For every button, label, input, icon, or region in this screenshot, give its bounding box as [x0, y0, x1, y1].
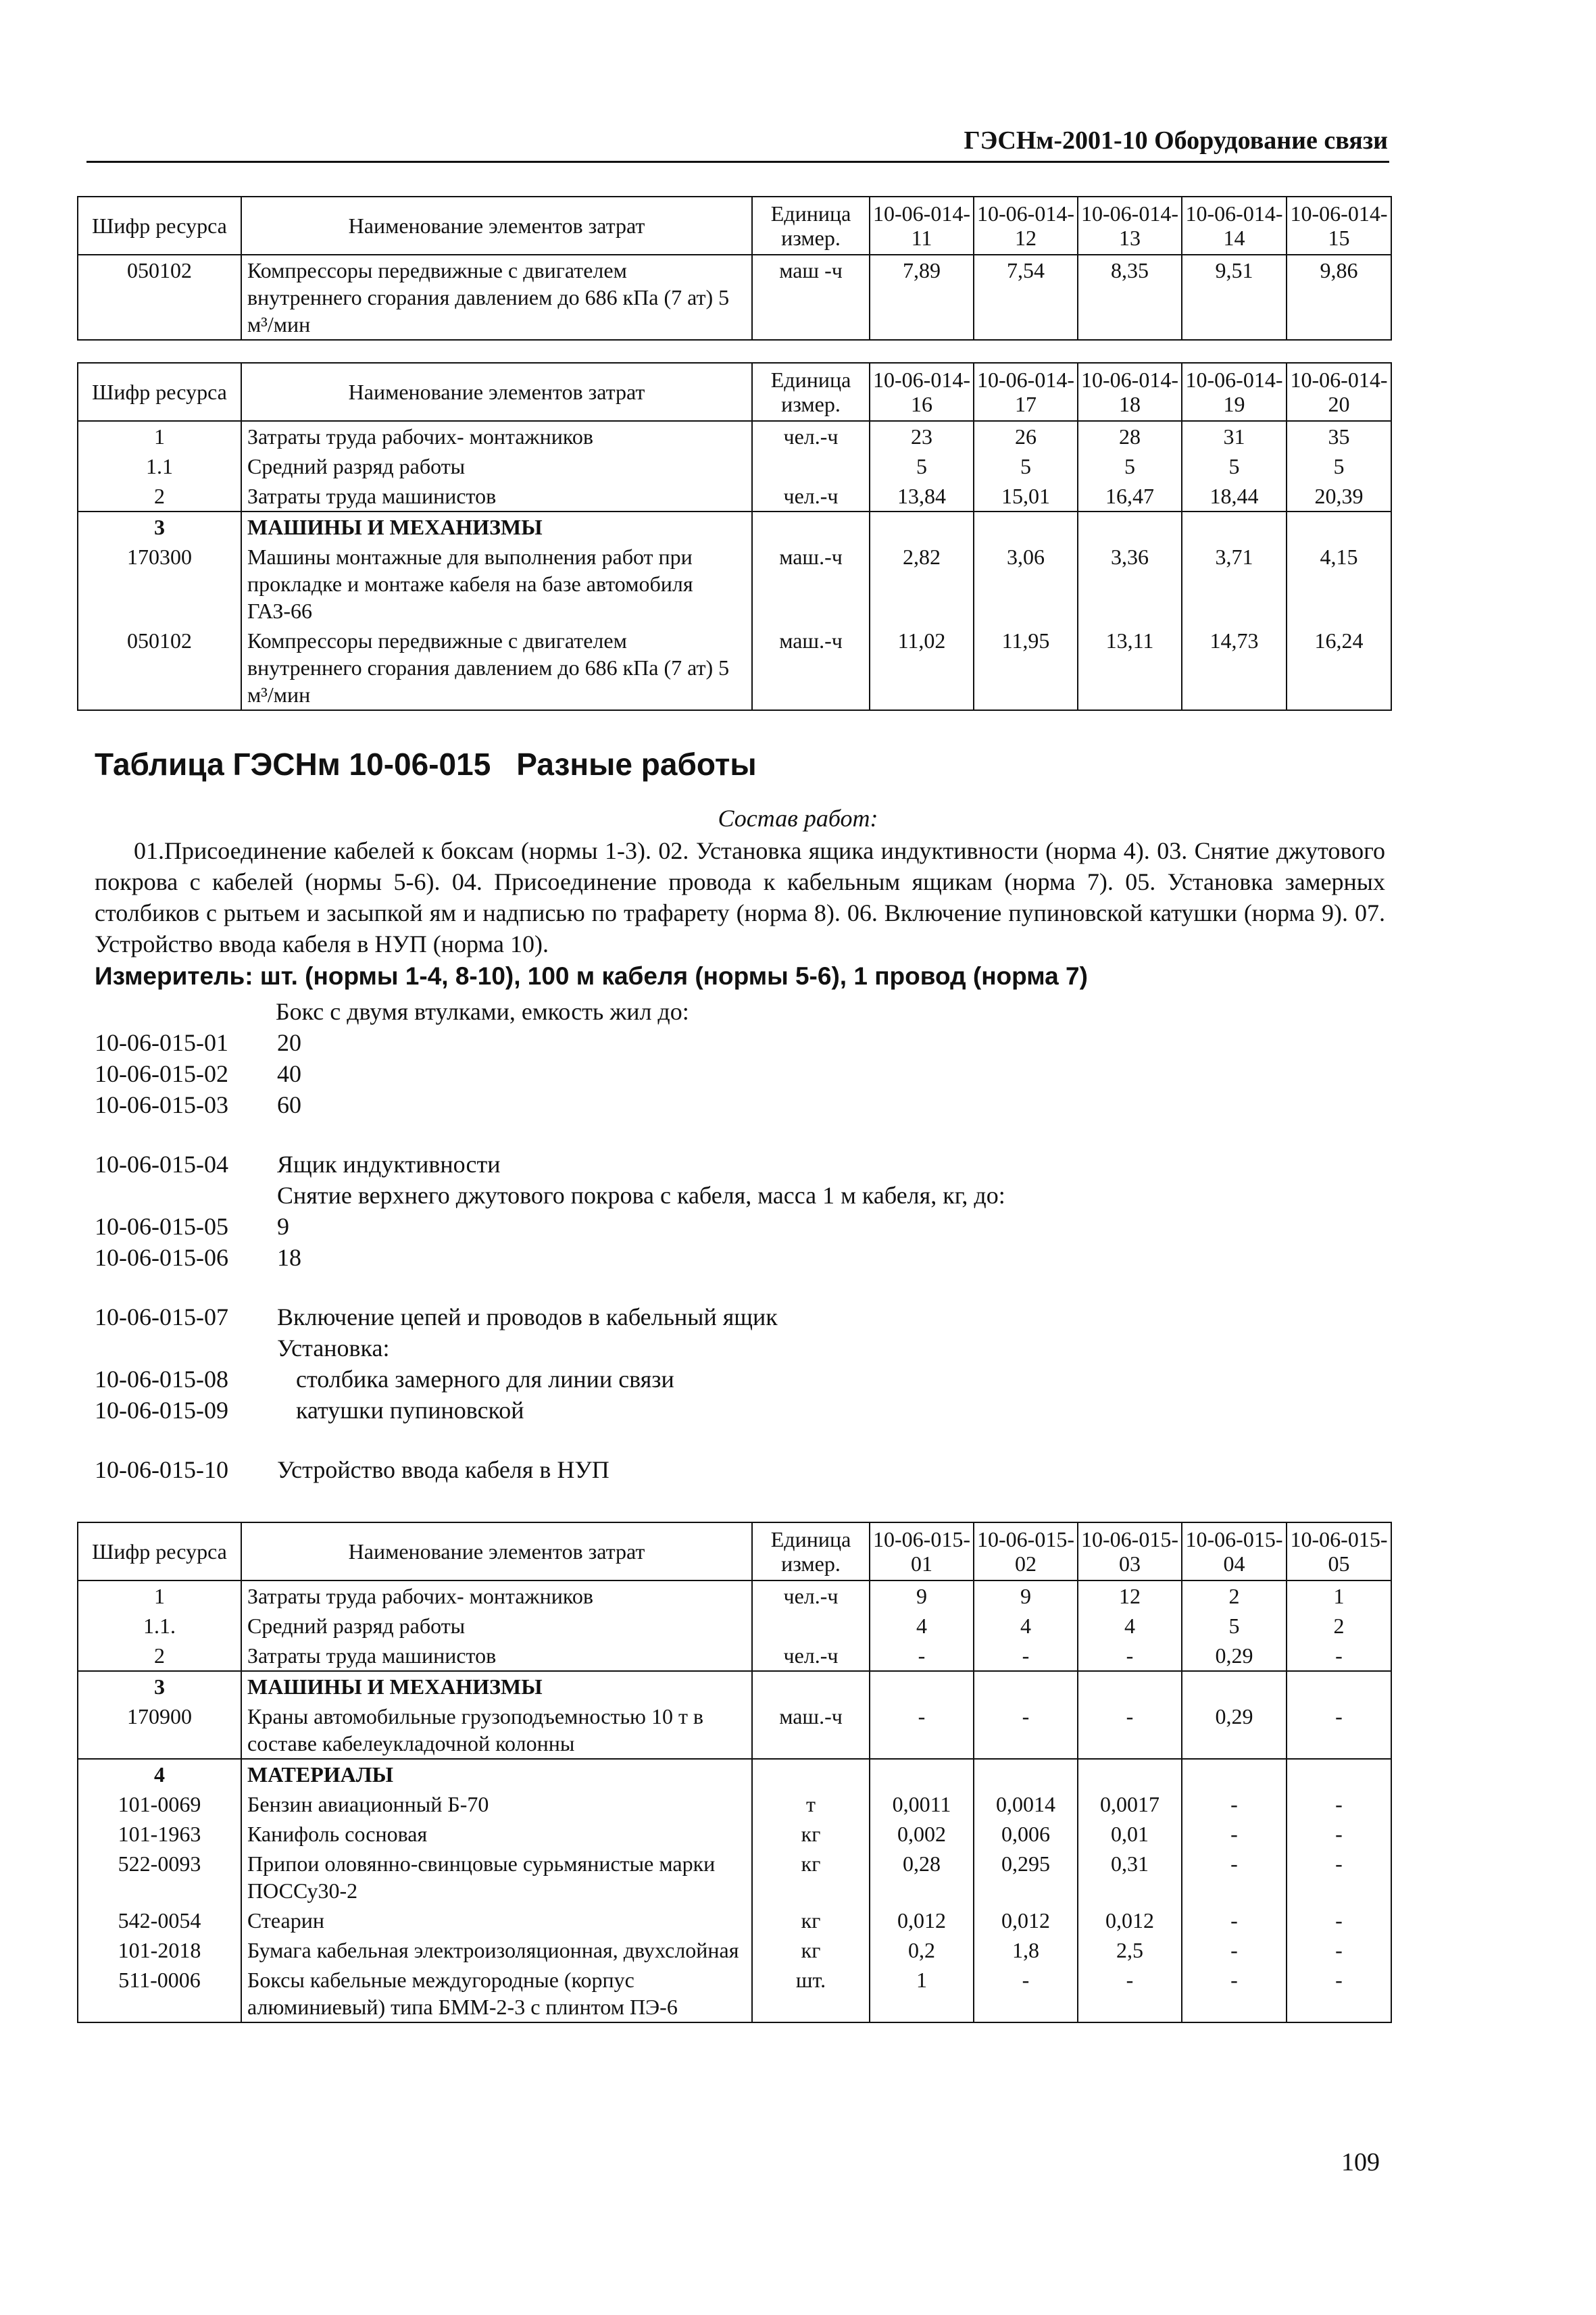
norm-text: Включение цепей и проводов в кабельный ящик — [277, 1303, 778, 1330]
section-title — [95, 746, 782, 782]
meter-line: Измеритель: шт. (нормы 1-4, 8-10), 100 м кабеля (нормы 5-6), 1 провод (норма 7) — [95, 962, 1088, 990]
norm-value: - — [870, 1641, 974, 1671]
resource-name: Средний разряд работы — [241, 1611, 752, 1641]
col-header-norm: 10-06-014-12 — [974, 197, 1078, 255]
norm-value: 3,06 — [974, 542, 1078, 626]
resource-unit: кг — [752, 1906, 870, 1935]
norm-value: 0,29 — [1182, 1701, 1287, 1759]
norm-value: 0,012 — [870, 1906, 974, 1935]
norm-value: 35 — [1287, 421, 1391, 451]
norm-value: 2 — [1182, 1580, 1287, 1611]
norm-text: Устройство ввода кабеля в НУП — [277, 1456, 609, 1483]
table-row — [78, 1935, 1391, 1965]
resource-unit: маш.-ч — [752, 1701, 870, 1759]
table-row — [78, 421, 1391, 451]
norm-value: 0,01 — [1078, 1819, 1182, 1849]
resource-name: Затраты труда машинистов — [241, 1641, 752, 1671]
resource-unit: чел.-ч — [752, 1580, 870, 1611]
norm-value: 11,02 — [870, 626, 974, 710]
table-row — [78, 626, 1391, 710]
col-header-norm: 10-06-014-15 — [1287, 197, 1391, 255]
norm-value: 9,51 — [1182, 255, 1287, 340]
norm-value: 20,39 — [1287, 481, 1391, 512]
norm-code: 10-06-015-08 — [95, 1366, 228, 1393]
norm-value: 2,5 — [1078, 1935, 1182, 1965]
table-row — [78, 1819, 1391, 1849]
resource-table-015 — [77, 1522, 1392, 2023]
norm-text: 20 — [277, 1029, 301, 1056]
running-header: ГЭСНм-2001-10 Оборудование связи — [964, 126, 1388, 155]
resource-name: Стеарин — [241, 1906, 752, 1935]
col-header-norm: 10-06-014-19 — [1182, 363, 1287, 421]
norm-value: - — [1182, 1935, 1287, 1965]
composition-text: 01.Присоединение кабелей к боксам (нормы 1-3). 02. Установка ящика индуктивности (норма 4). 03. Снятие джутового покрова с кабелей (нормы 5-6). 04. Присоединение провода к кабельным ящикам (норма 7). 05. Установка замерных столбиков с рытьем и засыпкой ям и надписью по трафарету (норма 8). 06. Включение пупиновской катушки (норма 9). 07. Устройство ввода кабеля в НУП (норма 10). — [95, 837, 1385, 957]
norm-value: - — [974, 1701, 1078, 1759]
norm-value: 11,95 — [974, 626, 1078, 710]
table-name-title: Разные работы — [516, 747, 757, 782]
norm-value: 5 — [974, 451, 1078, 481]
col-header-norm: 10-06-014-13 — [1078, 197, 1182, 255]
col-header-norm: 10-06-015-05 — [1287, 1522, 1391, 1580]
col-header-unit: Единица измер. — [752, 363, 870, 421]
section-code: 3 — [78, 512, 241, 542]
norm-value: 4,15 — [1287, 542, 1391, 626]
page-number: 109 — [1341, 2148, 1380, 2176]
norm-value: 3,71 — [1182, 542, 1287, 626]
resource-code: 1.1 — [78, 451, 241, 481]
resource-code: 101-1963 — [78, 1819, 241, 1849]
norm-value: 9,86 — [1287, 255, 1391, 340]
norm-text: катушки пупиновской — [296, 1397, 524, 1424]
norm-value: 18,44 — [1182, 481, 1287, 512]
resource-unit: чел.-ч — [752, 421, 870, 451]
norm-value: - — [1287, 1789, 1391, 1819]
col-header-norm: 10-06-014-17 — [974, 363, 1078, 421]
norm-value: 0,0011 — [870, 1789, 974, 1819]
resource-unit: маш.-ч — [752, 542, 870, 626]
table-row — [78, 451, 1391, 481]
norm-value: 4 — [974, 1611, 1078, 1641]
norm-text: 9 — [277, 1213, 289, 1240]
resource-code: 050102 — [78, 626, 241, 710]
resource-name: Машины монтажные для выполнения работ при прокладке и монтаже кабеля на базе автомобиля ГАЗ-66 — [241, 542, 752, 626]
norm-value: - — [1182, 1965, 1287, 2022]
resource-unit: кг — [752, 1935, 870, 1965]
norm-value: - — [1182, 1849, 1287, 1906]
norm-value: 8,35 — [1078, 255, 1182, 340]
resource-table-014-16-20 — [77, 362, 1392, 711]
resource-code: 101-2018 — [78, 1935, 241, 1965]
norm-code: 10-06-015-01 — [95, 1029, 228, 1056]
resource-code: 170300 — [78, 542, 241, 626]
section-title: МАШИНЫ И МЕХАНИЗМЫ — [241, 512, 752, 542]
resource-code: 1 — [78, 421, 241, 451]
norm-code: 10-06-015-09 — [95, 1397, 228, 1424]
col-header-norm: 10-06-014-14 — [1182, 197, 1287, 255]
col-header-name: Наименование элементов затрат — [241, 197, 752, 255]
norm-code: 10-06-015-07 — [95, 1303, 228, 1330]
norm-value: 4 — [870, 1611, 974, 1641]
norm-value: 4 — [1078, 1611, 1182, 1641]
col-header-norm: 10-06-014-11 — [870, 197, 974, 255]
col-header-name: Наименование элементов затрат — [241, 1522, 752, 1580]
norm-text: 18 — [277, 1244, 301, 1271]
col-header-norm: 10-06-015-02 — [974, 1522, 1078, 1580]
section-title: МАТЕРИАЛЫ — [241, 1759, 752, 1789]
section-row — [78, 512, 1391, 542]
norm-value: 15,01 — [974, 481, 1078, 512]
norm-text: 60 — [277, 1091, 301, 1118]
norm-value: - — [1182, 1819, 1287, 1849]
norm-value: 5 — [1182, 451, 1287, 481]
table-code-title: Таблица ГЭСНм 10-06-015 — [95, 747, 491, 782]
resource-name: Компрессоры передвижные с двигателем внутреннего сгорания давлением до 686 кПа (7 ат) 5 м³/мин — [241, 626, 752, 710]
norm-value: 5 — [1287, 451, 1391, 481]
table-row — [78, 255, 1391, 340]
resource-code: 511-0006 — [78, 1965, 241, 2022]
norm-value: 0,002 — [870, 1819, 974, 1849]
norm-group-heading: Снятие верхнего джутового покрова с кабеля, масса 1 м кабеля, кг, до: — [277, 1182, 1005, 1209]
table-row — [78, 1965, 1391, 2022]
norm-code: 10-06-015-10 — [95, 1456, 228, 1483]
table-row — [78, 542, 1391, 626]
norm-value: - — [1287, 1965, 1391, 2022]
resource-table-014-11-15 — [77, 196, 1392, 341]
norm-value: - — [1287, 1641, 1391, 1671]
norm-text: столбика замерного для линии связи — [296, 1366, 674, 1393]
norm-text: 40 — [277, 1060, 301, 1087]
resource-code: 2 — [78, 1641, 241, 1671]
norm-value: 5 — [1078, 451, 1182, 481]
norm-value: - — [1287, 1849, 1391, 1906]
norm-value: 0,0014 — [974, 1789, 1078, 1819]
section-row — [78, 1671, 1391, 1701]
norm-value: 16,24 — [1287, 626, 1391, 710]
norm-value: 16,47 — [1078, 481, 1182, 512]
resource-unit: кг — [752, 1819, 870, 1849]
resource-unit — [752, 1611, 870, 1641]
col-header-norm: 10-06-014-18 — [1078, 363, 1182, 421]
norm-text: Ящик индуктивности — [277, 1151, 501, 1178]
norm-value: 13,84 — [870, 481, 974, 512]
composition-label: Состав работ: — [718, 805, 878, 832]
col-header-norm: 10-06-015-04 — [1182, 1522, 1287, 1580]
section-code: 3 — [78, 1671, 241, 1701]
norm-value: 5 — [870, 451, 974, 481]
norm-value: 2,82 — [870, 542, 974, 626]
resource-name: Бумага кабельная электроизоляционная, двухслойная — [241, 1935, 752, 1965]
norm-value: 0,295 — [974, 1849, 1078, 1906]
resource-unit: маш -ч — [752, 255, 870, 340]
norm-code: 10-06-015-03 — [95, 1091, 228, 1118]
norm-value: 1 — [1287, 1580, 1391, 1611]
norm-value: 14,73 — [1182, 626, 1287, 710]
resource-unit: шт. — [752, 1965, 870, 2022]
norm-code: 10-06-015-02 — [95, 1060, 228, 1087]
norm-value: 0,0017 — [1078, 1789, 1182, 1819]
section-code: 4 — [78, 1759, 241, 1789]
resource-code: 2 — [78, 481, 241, 512]
resource-name: Бензин авиационный Б-70 — [241, 1789, 752, 1819]
resource-unit: чел.-ч — [752, 481, 870, 512]
header-rule — [86, 161, 1389, 163]
norm-value: 0,006 — [974, 1819, 1078, 1849]
norm-value: 2 — [1287, 1611, 1391, 1641]
norm-value: 7,89 — [870, 255, 974, 340]
resource-unit: чел.-ч — [752, 1641, 870, 1671]
col-header-code: Шифр ресурса — [78, 363, 241, 421]
resource-code: 170900 — [78, 1701, 241, 1759]
resource-code: 1.1. — [78, 1611, 241, 1641]
col-header-norm: 10-06-015-01 — [870, 1522, 974, 1580]
col-header-unit: Единица измер. — [752, 1522, 870, 1580]
norm-value: 3,36 — [1078, 542, 1182, 626]
norm-value: 0,012 — [974, 1906, 1078, 1935]
resource-unit: маш.-ч — [752, 626, 870, 710]
norm-value: 0,2 — [870, 1935, 974, 1965]
norm-value: - — [870, 1701, 974, 1759]
col-header-norm: 10-06-014-16 — [870, 363, 974, 421]
section-row — [78, 1759, 1391, 1789]
resource-name: Компрессоры передвижные с двигателем внутреннего сгорания давлением до 686 кПа (7 ат) 5 м³/мин — [241, 255, 752, 340]
norm-value: - — [1078, 1701, 1182, 1759]
table-row — [78, 481, 1391, 512]
resource-unit — [752, 451, 870, 481]
table-row — [78, 1611, 1391, 1641]
norm-value: 23 — [870, 421, 974, 451]
resource-code: 1 — [78, 1580, 241, 1611]
norm-value: 7,54 — [974, 255, 1078, 340]
table-row — [78, 1701, 1391, 1759]
resource-name: Затраты труда машинистов — [241, 481, 752, 512]
norm-value: - — [1078, 1641, 1182, 1671]
norm-value: 12 — [1078, 1580, 1182, 1611]
resource-code: 050102 — [78, 255, 241, 340]
resource-unit: т — [752, 1789, 870, 1819]
resource-name: Затраты труда рабочих- монтажников — [241, 1580, 752, 1611]
resource-code: 522-0093 — [78, 1849, 241, 1906]
col-header-unit: Единица измер. — [752, 197, 870, 255]
norm-value: 5 — [1182, 1611, 1287, 1641]
norm-code: 10-06-015-05 — [95, 1213, 228, 1240]
col-header-name: Наименование элементов затрат — [241, 363, 752, 421]
norm-value: 0,012 — [1078, 1906, 1182, 1935]
norm-value: - — [1182, 1906, 1287, 1935]
norm-code: 10-06-015-06 — [95, 1244, 228, 1271]
table-row — [78, 1641, 1391, 1671]
norm-value: 9 — [870, 1580, 974, 1611]
norm-value: - — [1078, 1965, 1182, 2022]
resource-name: Боксы кабельные междугородные (корпус алюминиевый) типа БММ-2-3 с плинтом ПЭ-6 — [241, 1965, 752, 2022]
section-title: МАШИНЫ И МЕХАНИЗМЫ — [241, 1671, 752, 1701]
norm-value: - — [1287, 1935, 1391, 1965]
norm-code: 10-06-015-04 — [95, 1151, 228, 1178]
norm-value: 28 — [1078, 421, 1182, 451]
resource-unit: кг — [752, 1849, 870, 1906]
table-row — [78, 1906, 1391, 1935]
col-header-norm: 10-06-014-20 — [1287, 363, 1391, 421]
resource-name: Краны автомобильные грузоподъемностью 10 т в составе кабелеукладочной колонны — [241, 1701, 752, 1759]
norm-value: 1,8 — [974, 1935, 1078, 1965]
norm-value: - — [1182, 1789, 1287, 1819]
norm-value: - — [974, 1641, 1078, 1671]
resource-name: Средний разряд работы — [241, 451, 752, 481]
norm-value: 0,28 — [870, 1849, 974, 1906]
norm-group-heading: Установка: — [277, 1335, 390, 1362]
norm-group-heading: Бокс с двумя втулками, емкость жил до: — [276, 998, 689, 1025]
table-row — [78, 1849, 1391, 1906]
norm-value: 1 — [870, 1965, 974, 2022]
norm-value: - — [1287, 1819, 1391, 1849]
col-header-code: Шифр ресурса — [78, 1522, 241, 1580]
table-row — [78, 1789, 1391, 1819]
norm-value: - — [974, 1965, 1078, 2022]
norm-value: - — [1287, 1701, 1391, 1759]
norm-value: - — [1287, 1906, 1391, 1935]
norm-value: 9 — [974, 1580, 1078, 1611]
resource-name: Припои оловянно-свинцовые сурьмянистые марки ПОССу30-2 — [241, 1849, 752, 1906]
norm-value: 31 — [1182, 421, 1287, 451]
norm-value: 26 — [974, 421, 1078, 451]
resource-code: 542-0054 — [78, 1906, 241, 1935]
table-row — [78, 1580, 1391, 1611]
norm-value: 13,11 — [1078, 626, 1182, 710]
resource-name: Канифоль сосновая — [241, 1819, 752, 1849]
norm-value: 0,31 — [1078, 1849, 1182, 1906]
col-header-code: Шифр ресурса — [78, 197, 241, 255]
col-header-norm: 10-06-015-03 — [1078, 1522, 1182, 1580]
resource-code: 101-0069 — [78, 1789, 241, 1819]
norm-value: 0,29 — [1182, 1641, 1287, 1671]
resource-name: Затраты труда рабочих- монтажников — [241, 421, 752, 451]
